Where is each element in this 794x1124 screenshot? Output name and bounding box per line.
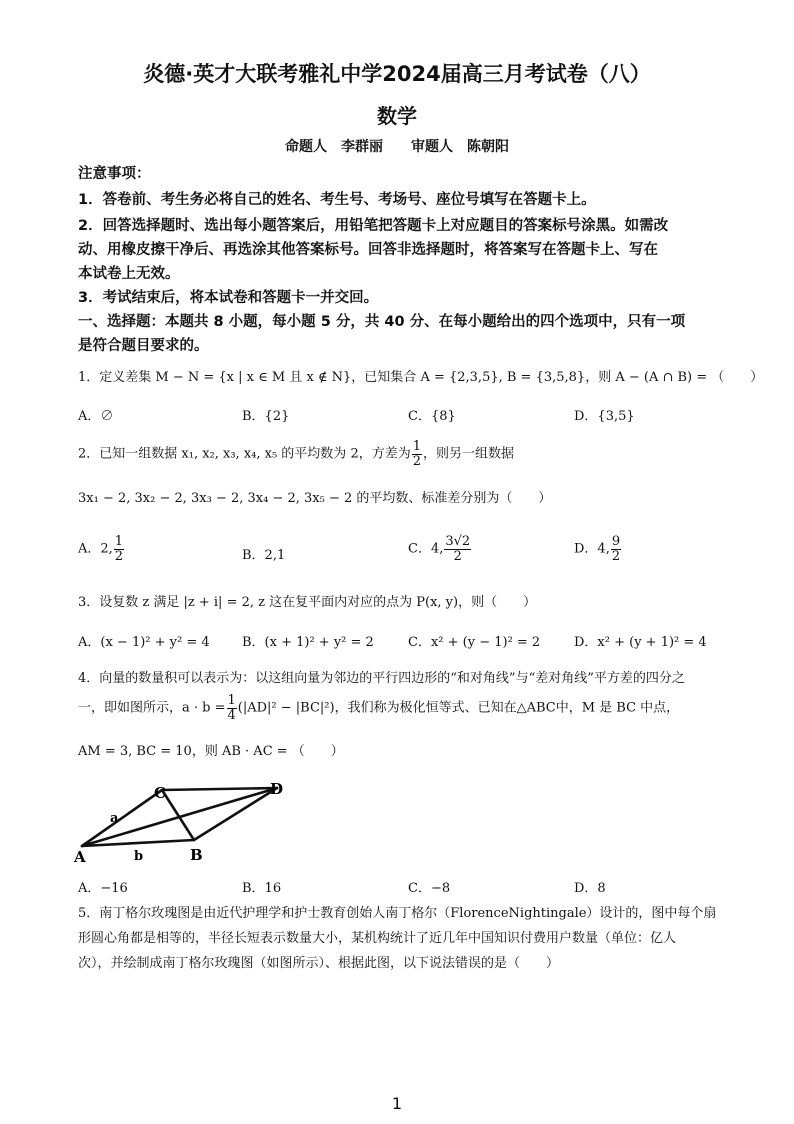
q3-option-b: B．(x + 1)² + y² = 2 [242, 635, 374, 650]
note-1: 1．答卷前、考生务必将自己的姓名、考生号、考场号、座位号填写在答题卡上。 [78, 192, 596, 208]
q3-option-d: D．x² + (y + 1)² = 4 [574, 635, 707, 650]
q2-line1 [78, 440, 514, 468]
q1-option-d: D．{3,5} [574, 409, 635, 424]
q4-frac-num: 1 [227, 693, 236, 708]
label-a: A [74, 848, 86, 866]
label-vec-a: a [110, 811, 119, 826]
section1-line2: 是符合题目要求的。 [78, 338, 209, 354]
q2-text-b: ，则另一组数据 [423, 446, 515, 462]
q1-option-a: A．∅ [78, 409, 114, 424]
q2-option-d-den: 2 [611, 548, 621, 564]
q5-line1: 5．南丁格尔玫瑰图是由近代护理学和护士教育创始人南丁格尔（FlorenceNightingale）设计的，图中每个扇 [78, 906, 717, 921]
q3-option-c: C．x² + (y − 1)² = 2 [408, 635, 541, 650]
q2-option-a-label: A．2, [78, 541, 113, 557]
q2-variance-num: 1 [412, 439, 421, 454]
side-db [194, 788, 277, 840]
q2-line2: 3x₁ − 2, 3x₂ − 2, 3x₃ − 2, 3x₄ − 2, 3x₅ − 2 的平均数、标准差分别为（ ） [78, 491, 552, 506]
note-2-line3: 本试卷上无效。 [78, 266, 180, 282]
q4-line2 [78, 694, 679, 722]
q4-frac-den: 4 [227, 707, 236, 723]
q2-option-b: B．2,1 [242, 548, 286, 563]
q2-variance-den: 2 [412, 453, 421, 469]
note-3: 3．考试结束后，将本试卷和答题卡一并交回。 [78, 290, 379, 306]
q2-option-c [408, 535, 472, 563]
section1-line1: 一、选择题：本题共 8 小题，每小题 5 分，共 40 分、在每小题给出的四个选项中，只有一项 [78, 314, 686, 330]
q2-option-c-num: 3√2 [445, 534, 471, 549]
exam-title: 炎德·英才大联考雅礼中学2024届高三月考试卷（八） [143, 62, 651, 86]
q2-option-d-num: 9 [611, 534, 621, 549]
q2-option-a [78, 535, 125, 563]
q4-option-a: A．−16 [78, 881, 128, 896]
page-number: 1 [391, 1094, 403, 1113]
q2-option-c-fraction [444, 535, 471, 563]
q2-option-a-den: 2 [114, 548, 124, 564]
side-ac [82, 790, 162, 846]
q2-option-a-fraction [114, 535, 124, 563]
label-b: B [190, 846, 203, 864]
q4-option-c: C．−8 [408, 881, 451, 896]
q4-quarter-fraction [227, 694, 237, 722]
q2-option-c-den: 2 [453, 548, 462, 564]
exam-authors: 命题人 李群丽 审题人 陈朝阳 [285, 139, 509, 155]
q2-option-d-label: D．4, [574, 541, 610, 557]
q3-option-a: A．(x − 1)² + y² = 4 [78, 635, 210, 650]
q3-text: 3．设复数 z 满足 |z + i| = 2, z 这在复平面内对应的点为 P(x, y)，则（ ） [78, 595, 537, 610]
q2-option-a-num: 1 [114, 534, 124, 549]
q4-option-b: B．16 [242, 881, 282, 896]
q1-option-c: C．{8} [408, 409, 456, 424]
q2-option-d-fraction [611, 535, 621, 563]
q4-line1: 4．向量的数量积可以表示为：以这组向量为邻边的平行四边形的“和对角线”与“差对角线”平方差的四分之 [78, 671, 685, 686]
q2-text-a: 2．已知一组数据 x₁, x₂, x₃, x₄, x₅ 的平均数为 2，方差为 [78, 446, 411, 462]
q4-text-b1: 一，即如图所示，a · b = [78, 700, 226, 716]
q2-option-d [574, 535, 622, 563]
parallelogram-figure [72, 778, 302, 870]
q4-line3: AM = 3, BC = 10，则 AB · AC = （ ） [78, 744, 344, 759]
q4-option-d: D．8 [574, 881, 606, 896]
q5-line2: 形圆心角都是相等的，半径长短表示数量大小，某机构统计了近几年中国知识付费用户数量（单位：亿人 [78, 931, 677, 946]
exam-subject: 数学 [377, 104, 417, 128]
q5-line3: 次），并绘制成南丁格尔玫瑰图（如图所示）、根据此图，以下说法错误的是（ ） [78, 956, 560, 971]
side-cd [162, 788, 277, 790]
note-2-line2: 动、用橡皮擦干净后、再选涂其他答案标号。回答非选择题时，将答案写在答题卡上、写在 [78, 242, 658, 258]
q1-option-b: B．{2} [242, 409, 290, 424]
q2-variance-fraction [412, 440, 422, 468]
notes-heading: 注意事项： [78, 166, 151, 182]
q1-text: 1．定义差集 M − N = {x | x ∈ M 且 x ∉ N}，已知集合 A = {2,3,5}, B = {3,5,8}，则 A − (A ∩ B) = （ ） [78, 370, 764, 385]
label-vec-b: b [134, 849, 144, 864]
q4-text-b2: (|AD|² − |BC|²)，我们称为极化恒等式、已知在△ABC中，M 是 BC 中点， [237, 700, 680, 716]
label-d: D [270, 780, 284, 798]
label-c: C [154, 784, 166, 802]
q2-option-c-label: C．4, [408, 541, 444, 557]
note-2-line1: 2．回答选择题时、选出每小题答案后，用铅笔把答题卡上对应题目的答案标号涂黑。如需改 [78, 218, 669, 234]
